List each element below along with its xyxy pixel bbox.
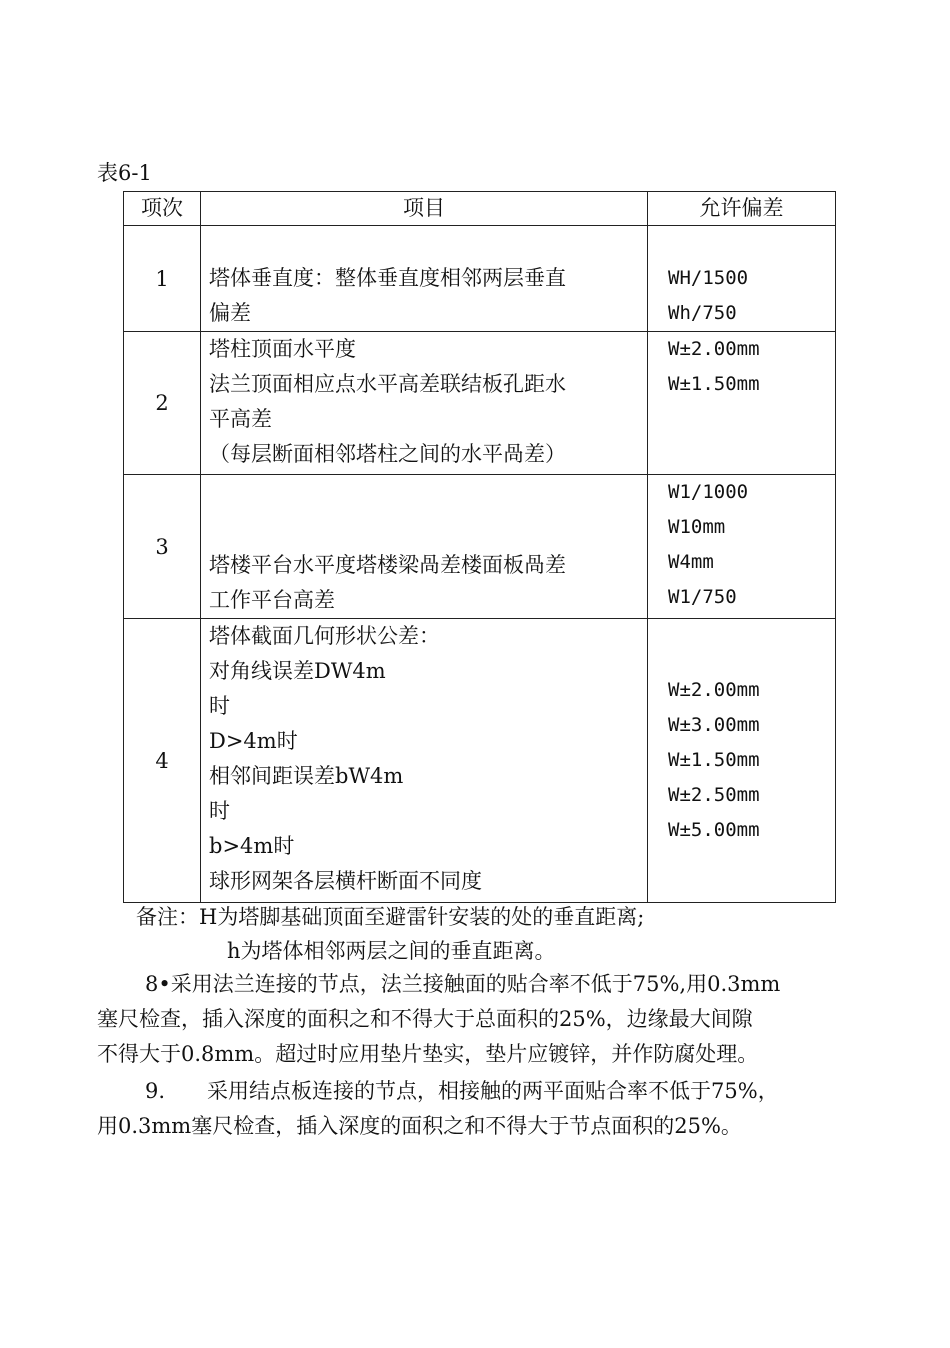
item-line: 对角线误差DW4m bbox=[209, 659, 386, 683]
tolerance-line: W1/750 bbox=[668, 586, 737, 608]
item-line: 塔体垂直度：整体垂直度相邻两层垂直 bbox=[209, 266, 566, 290]
paragraph-9 bbox=[97, 1074, 867, 1144]
tolerance-line: W±1.50mm bbox=[668, 749, 760, 771]
tolerance-line: W4mm bbox=[668, 551, 714, 573]
paragraph-line: 8•采用法兰连接的节点，法兰接触面的贴合率不低于75%,用0.3mm bbox=[145, 972, 781, 996]
item-line: 球形网架各层横杆断面不同度 bbox=[209, 869, 482, 893]
row-item-cell bbox=[201, 475, 648, 619]
paragraph-8 bbox=[97, 967, 867, 1072]
table-row bbox=[124, 475, 836, 619]
tolerance-line: W±1.50mm bbox=[668, 373, 760, 395]
row-tolerance-cell bbox=[648, 226, 836, 332]
item-line: 偏差 bbox=[209, 301, 251, 325]
tolerance-table bbox=[123, 191, 836, 903]
table-row bbox=[124, 619, 836, 903]
paragraph-line: 9. 采用结点板连接的节点，相接触的两平面贴合率不低于75%， bbox=[145, 1079, 779, 1103]
tolerance-line: WH/1500 bbox=[668, 267, 749, 289]
header-item-no: 项次 bbox=[124, 192, 201, 226]
header-item: 项目 bbox=[201, 192, 648, 226]
tolerance-line: W10mm bbox=[668, 516, 726, 538]
row-item-cell bbox=[201, 226, 648, 332]
paragraph-line: 不得大于0.8mm。超过时应用垫片垫实，垫片应镀锌，并作防腐处理。 bbox=[97, 1042, 759, 1066]
row-item-cell bbox=[201, 332, 648, 475]
paragraph-line: 用0.3mm塞尺检查，插入深度的面积之和不得大于节点面积的25%。 bbox=[97, 1114, 742, 1138]
row-tolerance-cell bbox=[648, 332, 836, 475]
item-line: 塔柱顶面水平度 bbox=[209, 337, 356, 361]
table-row bbox=[124, 226, 836, 332]
tolerance-line: W±2.00mm bbox=[668, 338, 760, 360]
item-line: 时 bbox=[209, 799, 230, 823]
item-line: 工作平台高差 bbox=[209, 588, 335, 612]
tolerance-line: W±5.00mm bbox=[668, 819, 760, 841]
tolerance-line: W±2.50mm bbox=[668, 784, 760, 806]
table-caption: 表6-1 bbox=[97, 161, 152, 185]
row-number: 2 bbox=[124, 332, 201, 475]
row-tolerance-cell bbox=[648, 475, 836, 619]
item-line: b>4m时 bbox=[209, 834, 295, 858]
row-number: 1 bbox=[124, 226, 201, 332]
row-number: 4 bbox=[124, 619, 201, 903]
tolerance-line: W±3.00mm bbox=[668, 714, 760, 736]
tolerance-line: W1/1000 bbox=[668, 481, 749, 503]
item-line: 平高差 bbox=[209, 407, 272, 431]
table-header-row bbox=[124, 192, 836, 226]
item-line: 时 bbox=[209, 694, 230, 718]
row-number: 3 bbox=[124, 475, 201, 619]
row-item-cell bbox=[201, 619, 648, 903]
note-line: h为塔体相邻两层之间的垂直距离。 bbox=[227, 939, 556, 963]
item-line: 相邻间距误差bW4m bbox=[209, 764, 404, 788]
tolerance-line: Wh/750 bbox=[668, 302, 737, 324]
note-line: 备注：H为塔脚基础顶面至避雷针安装的处的垂直距离; bbox=[136, 905, 645, 929]
item-line: 塔体截面几何形状公差： bbox=[209, 624, 440, 648]
row-tolerance-cell bbox=[648, 619, 836, 903]
item-line: D>4m时 bbox=[209, 729, 298, 753]
item-line: 法兰顶面相应点水平高差联结板孔距水 bbox=[209, 372, 566, 396]
tolerance-line: W±2.00mm bbox=[668, 679, 760, 701]
item-line: （每层断面相邻塔柱之间的水平咼差） bbox=[209, 442, 566, 466]
item-line: 塔楼平台水平度塔楼梁咼差楼面板咼差 bbox=[209, 553, 566, 577]
paragraph-line: 塞尺检查，插入深度的面积之和不得大于总面积的25%，边缘最大间隙 bbox=[97, 1007, 753, 1031]
table-row bbox=[124, 332, 836, 475]
header-tolerance: 允许偏差 bbox=[648, 192, 836, 226]
